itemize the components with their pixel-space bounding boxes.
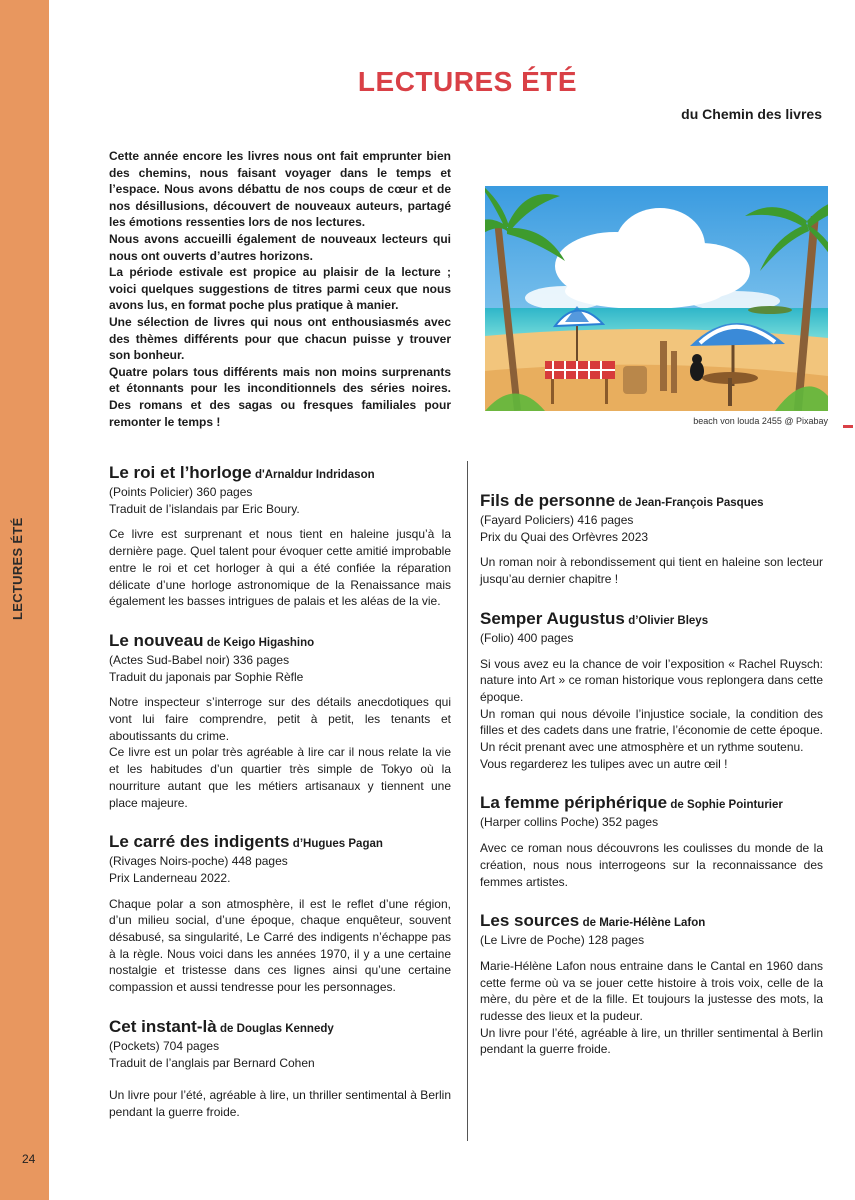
review-paragraph: Vous regarderez les tulipes avec un autre œil ! [480, 756, 728, 771]
book-meta: Prix du Quai des Orfèvres 2023 [480, 529, 649, 544]
book-author: d’Olivier Bleys [628, 614, 709, 627]
book-review [109, 694, 451, 811]
intro-paragraph: Quatre polars tous différents mais non moins surprenants et étonnants pour les inconditionnels des séries noires. Des romans et des sagas ou fresques familiales pour remonter le temps ! [109, 364, 451, 429]
book-entry [109, 831, 451, 996]
book-meta: (Rivages Noirs-poche) 448 pages [109, 854, 288, 869]
page-subtitle: du Chemin des livres [681, 106, 822, 122]
right-column [480, 490, 823, 1078]
book-heading [480, 910, 823, 932]
photo-credit: beach von louda 2455 @ Pixabay [693, 416, 828, 426]
book-title: Le carré des indigents [109, 832, 290, 852]
book-heading [480, 608, 823, 630]
column-divider [467, 461, 468, 1141]
book-meta: (Points Policier) 360 pages [109, 485, 253, 499]
book-entry [480, 490, 823, 588]
page-number: 24 [22, 1152, 36, 1166]
accent-mark [843, 425, 853, 428]
review-paragraph: Ce livre est surprenant et nous tient en haleine jusqu’à la dernière page. Quel talent pour évoquer cette amitié improbable entre le roi et cet horloger à qui a été confiée la réparation délicate d’une horloge astronomique de la Renaissance mais également les basses intrigues de palais et les aléas de la vie. [109, 527, 451, 609]
book-entry [109, 1016, 451, 1121]
intro-text [109, 148, 451, 430]
book-meta: (Pockets) 704 pages [109, 1038, 220, 1053]
review-paragraph: Un livre pour l’été, agréable à lire, un thriller sentimental à Berlin pendant la guerre froide. [109, 1088, 451, 1119]
book-heading [109, 1016, 451, 1038]
book-title: Le roi et l’horloge [109, 463, 252, 482]
book-author: de Jean-François Pasques [618, 497, 764, 509]
book-heading [109, 630, 451, 652]
book-author: de Keigo Higashino [206, 636, 315, 649]
intro-paragraph: Nous avons accueilli également de nouveaux lecteurs qui nous ont ouverts d’autres horizons. [109, 231, 451, 263]
review-paragraph: Ce livre est un polar très agréable à lire car il nous relate la vie et les habitudes d’un quartier très simple de Tokyo où la nourriture autant que les métiers artisanaux y tiennent une place majeure. [109, 745, 451, 810]
book-author: de Sophie Pointurier [670, 799, 783, 812]
intro-paragraph: Une sélection de livres qui nous ont enthousiasmés avec des thèmes différents pour que chacun puisse y trouver son bonheur. [109, 314, 451, 363]
book-meta: Traduit du japonais par Sophie Rèfle [109, 669, 304, 684]
book-meta: (Fayard Policiers) 416 pages [480, 513, 634, 527]
book-meta: (Harper collins Poche) 352 pages [480, 815, 659, 830]
book-meta: Traduit de l’islandais par Eric Boury. [109, 501, 300, 516]
book-review [480, 554, 823, 587]
book-meta: (Actes Sud-Babel noir) 336 pages [109, 652, 290, 667]
intro-paragraph: Cette année encore les livres nous ont fait emprunter bien des chemins, nous faisant voyager dans le temps et l’espace. Nous avons débattu de nos coups de cœur et de nos désillusions, découvert de nouveaux auteurs, partagé les émotions ressenties lors de nos lectures. [109, 149, 451, 230]
book-review [480, 840, 823, 890]
book-meta: Traduit de l’anglais par Bernard Cohen [109, 1055, 315, 1070]
review-paragraph: Marie-Hélène Lafon nous entraine dans le Cantal en 1960 dans cette ferme où va se jouer cette histoire à trois voix, celle de la mère, du père et de la fille. Et toujours la justesse des mots, la rudesse des lieux et la pudeur. [480, 958, 823, 1024]
book-heading [480, 490, 823, 512]
book-title: Le nouveau [109, 630, 204, 650]
book-title: Les sources [480, 911, 580, 931]
book-author: de Marie-Hélène Lafon [582, 917, 706, 930]
book-title: La femme périphérique [480, 793, 668, 813]
book-meta: Prix Landerneau 2022. [109, 870, 231, 885]
left-column [109, 462, 451, 1141]
review-paragraph: Chaque polar a son atmosphère, il est le reflet d’une région, d’un milieu social, d’une époque, chaque enquêteur, souvent désabusé, sa singularité, Le Carré des indigents n’échappe pas à la règle. Nous voici dans les années 1970, il y a une certaine nostalgie et tristesse dans ces lignes ainsi qu’une certaine compassion et aussi tendresse pour les personnages. [109, 896, 451, 995]
review-paragraph: Un roman qui nous dévoile l’injustice sociale, la condition des filles et des cadets dans une fratrie, l’économie de cette époque. Un récit prenant avec une atmosphère et un rythme soutenu. [480, 706, 823, 755]
book-review [480, 958, 823, 1058]
book-review [480, 656, 823, 773]
book-meta: (Le Livre de Poche) 128 pages [480, 933, 645, 948]
book-entry [109, 462, 451, 610]
book-author: de Douglas Kennedy [220, 1022, 334, 1035]
book-author: d’Hugues Pagan [292, 838, 383, 851]
review-paragraph: Un livre pour l’été, agréable à lire, un thriller sentimental à Berlin pendant la guerre froide. [480, 1025, 823, 1057]
book-heading [109, 831, 451, 853]
intro-paragraph: La période estivale est propice au plaisir de la lecture ; voici quelques suggestions de titres parmi ceux que nous avons lus, en format poche plus pratique à manier. [109, 265, 451, 313]
book-review [109, 1087, 451, 1120]
book-title: Semper Augustus [480, 608, 625, 628]
review-paragraph: Avec ce roman nous découvrons les coulisses du monde de la création, nous nous interrogeons sur la reconnaissance des femmes artistes. [480, 841, 823, 889]
book-title: Cet instant-là [109, 1016, 217, 1036]
book-title: Fils de personne [480, 491, 616, 510]
book-meta: (Folio) 400 pages [480, 630, 574, 645]
book-entry [109, 630, 451, 811]
book-review [109, 526, 451, 610]
book-entry [480, 792, 823, 890]
review-paragraph: Un roman noir à rebondissement qui tient en haleine son lecteur jusqu’au dernier chapitre ! [480, 555, 823, 587]
book-heading [109, 462, 451, 484]
book-review [109, 896, 451, 996]
book-author: d'Arnaldur Indridason [254, 469, 375, 481]
book-entry [480, 608, 823, 773]
page-title: LECTURES ÉTÉ [357, 66, 578, 97]
review-paragraph: Si vous avez eu la chance de voir l’exposition « Rachel Ruysch: nature into Art » ce roman historique vous replongera dans cette époque. [480, 656, 823, 704]
beach-illustration [485, 186, 828, 411]
book-heading [480, 792, 823, 814]
review-paragraph: Notre inspecteur s’interroge sur des détails anecdotiques qui vont lui faire comprendre, petit à petit, les tenants et aboutissants du crime. [109, 695, 451, 743]
side-section-label: LECTURES ÉTÉ [10, 517, 25, 620]
book-entry [480, 910, 823, 1058]
